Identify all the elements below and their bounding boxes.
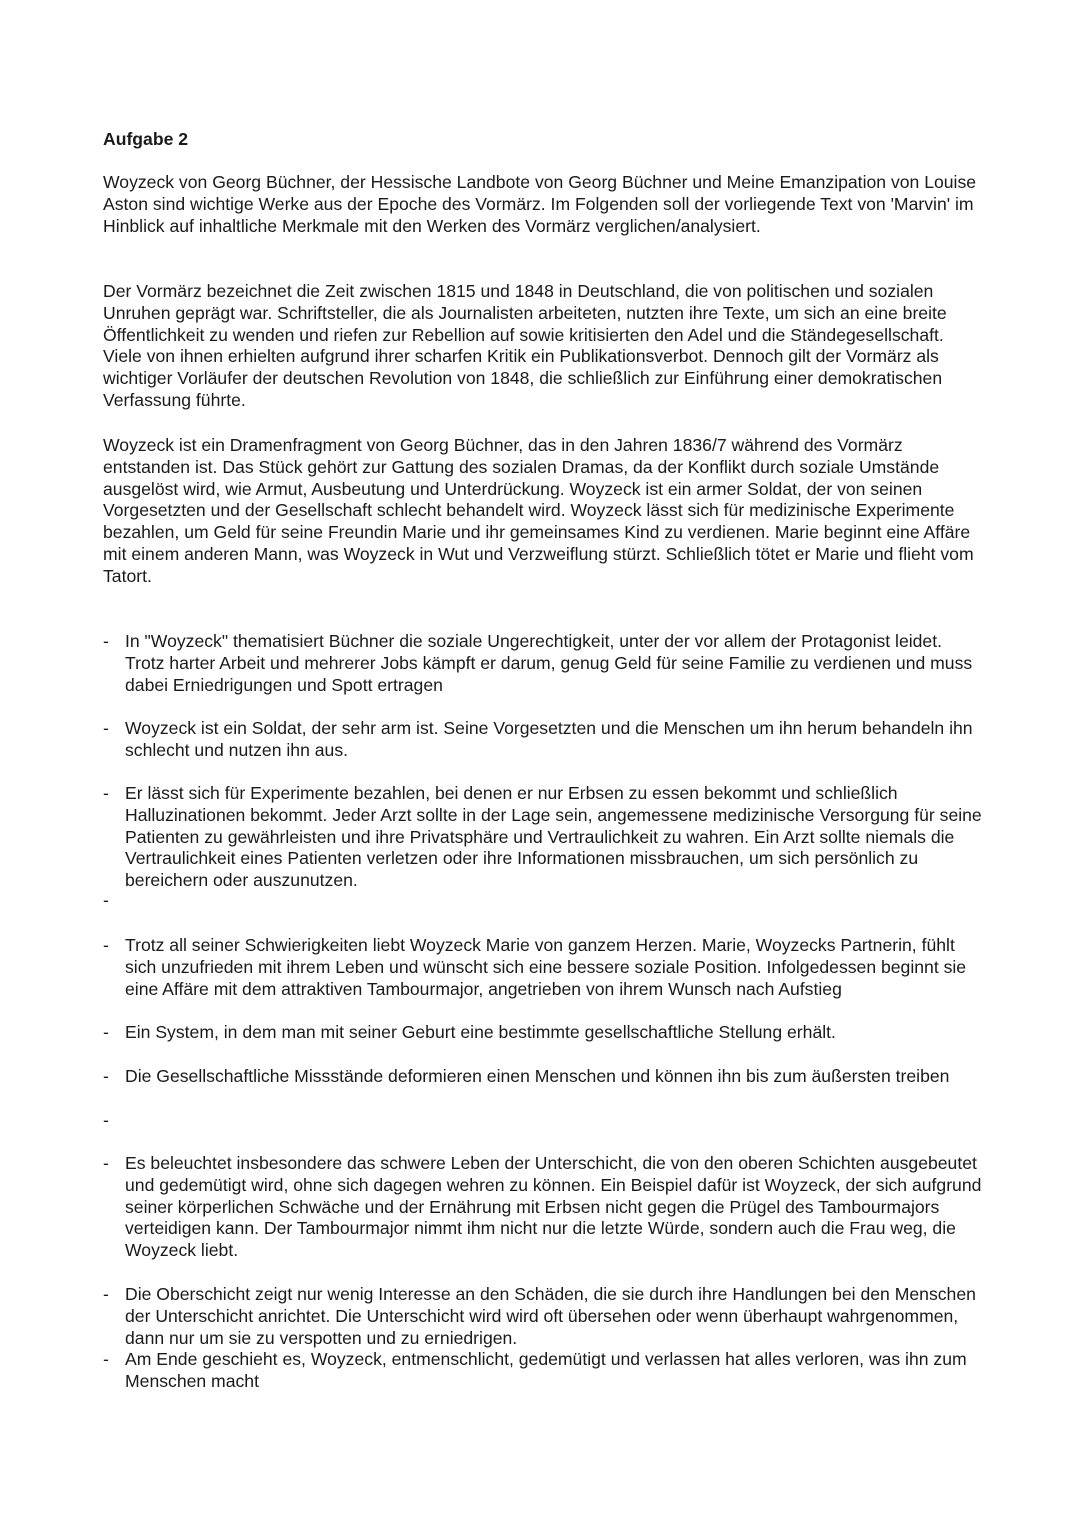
- bullet-dash: -: [103, 1110, 109, 1130]
- list-item-text: Am Ende geschieht es, Woyzeck, entmenschlicht, gedemütigt und verlassen hat alles verloren, was ihn zum Menschen macht: [125, 1349, 967, 1391]
- list-item-text: In "Woyzeck" thematisiert Büchner die soziale Ungerechtigkeit, unter der vor allem der Protagonist leidet. Trotz harter Arbeit und mehrerer Jobs kämpft er darum, genug Geld für seine Familie zu verdienen und muss dabei Erniedrigungen und Spott ertragen: [125, 631, 973, 695]
- list-item-text: Die Oberschicht zeigt nur wenig Interesse an den Schäden, die sie durch ihre Handlungen bei den Menschen der Unterschicht anrichtet. Die Unterschicht wird wird oft übersehen oder wenn überhaupt wahrgenommen, dann nur um sie zu verspotten und zu erniedrigen.: [125, 1284, 976, 1348]
- bullet-dash: -: [103, 935, 109, 955]
- bullet-dash: -: [103, 783, 109, 803]
- bullet-dash: -: [103, 1349, 109, 1369]
- bullet-dash: -: [103, 1066, 109, 1086]
- bullet-dash: -: [103, 1284, 109, 1304]
- list-item-text: Die Gesellschaftliche Missstände deformieren einen Menschen und können ihn bis zum äußersten treiben: [125, 1066, 950, 1086]
- paragraph-vormaerz: Der Vormärz bezeichnet die Zeit zwischen 1815 und 1848 in Deutschland, die von politischen und sozialen Unruhen geprägt war. Schriftsteller, die als Journalisten arbeiteten, nutzten ihre Texte, um sich an eine breite Öffentlichkeit zu wenden und riefen zur Rebellion auf sowie kritisierten den Adel und die Ständegesellschaft. Viele von ihnen erhielten aufgrund ihrer scharfen Kritik ein Publikationsverbot. Dennoch gilt der Vormärz als wichtiger Vorläufer der deutschen Revolution von 1848, die schließlich zur Einführung einer demokratischen Verfassung führte.: [103, 281, 947, 410]
- bullet-list: [103, 0, 1003, 1527]
- bullet-dash: -: [103, 718, 109, 738]
- list-item-text: Es beleuchtet insbesondere das schwere Leben der Unterschicht, die von den oberen Schichten ausgebeutet und gedemütigt wird, ohne sich dagegen wehren zu können. Ein Beispiel dafür ist Woyzeck, der sich aufgrund seiner körperlichen Schwäche und der Ernährung mit Erbsen nicht gegen die Prügel des Tambourmajors verteidigen kann. Der Tambourmajor nimmt ihm nicht nur die letzte Würde, sondern auch die Frau weg, die Woyzeck liebt.: [125, 1153, 982, 1261]
- list-item-text: Woyzeck ist ein Soldat, der sehr arm ist. Seine Vorgesetzten und die Menschen um ihn herum behandeln ihn schlecht und nutzen ihn aus.: [125, 718, 973, 760]
- bullet-dash: -: [103, 1022, 109, 1042]
- bullet-dash: -: [103, 1153, 109, 1173]
- paragraph-woyzeck-summary: Woyzeck ist ein Dramenfragment von Georg Büchner, das in den Jahren 1836/7 während des Vormärz entstanden ist. Das Stück gehört zur Gattung des sozialen Dramas, da der Konflikt durch soziale Umstände ausgelöst wird, wie Armut, Ausbeutung und Unterdrückung. Woyzeck ist ein armer Soldat, der von seinen Vorgesetzten und der Gesellschaft schlecht behandelt wird. Woyzeck lässt sich für medizinische Experimente bezahlen, um Geld für seine Freundin Marie und ihr gemeinsames Kind zu verdienen. Marie beginnt eine Affäre mit einem anderen Mann, was Woyzeck in Wut und Verzweiflung stürzt. Schließlich tötet er Marie und flieht vom Tatort.: [103, 435, 974, 586]
- paragraph-intro: Woyzeck von Georg Büchner, der Hessische Landbote von Georg Büchner und Meine Emanzipation von Louise Aston sind wichtige Werke aus der Epoche des Vormärz. Im Folgenden soll der vorliegende Text von 'Marvin' im Hinblick auf inhaltliche Merkmale mit den Werken des Vormärz verglichen/analysiert.: [103, 172, 977, 236]
- list-item-text: Ein System, in dem man mit seiner Geburt eine bestimmte gesellschaftliche Stellung erhält.: [125, 1022, 836, 1042]
- page-title: Aufgabe 2: [103, 129, 189, 149]
- bullet-dash: -: [103, 890, 109, 910]
- bullet-dash: -: [103, 631, 109, 651]
- list-item-text: Trotz all seiner Schwierigkeiten liebt Woyzeck Marie von ganzem Herzen. Marie, Woyzecks Partnerin, fühlt sich unzufrieden mit ihrem Leben und wünscht sich eine bessere soziale Position. Infolgedessen beginnt sie eine Affäre mit dem attraktiven Tambourmajor, angetrieben von ihrem Wunsch nach Aufstieg: [125, 935, 967, 999]
- list-item-text: Er lässt sich für Experimente bezahlen, bei denen er nur Erbsen zu essen bekommt und schließlich Halluzinationen bekommt. Jeder Arzt sollte in der Lage sein, angemessene medizinische Versorgung für seine Patienten zu gewährleisten und ihre Privatsphäre und Vertraulichkeit zu wahren. Ein Arzt sollte niemals die Vertraulichkeit eines Patienten verletzen oder ihre Informationen missbrauchen, um sich persönlich zu bereichern oder auszunutzen.: [125, 783, 982, 891]
